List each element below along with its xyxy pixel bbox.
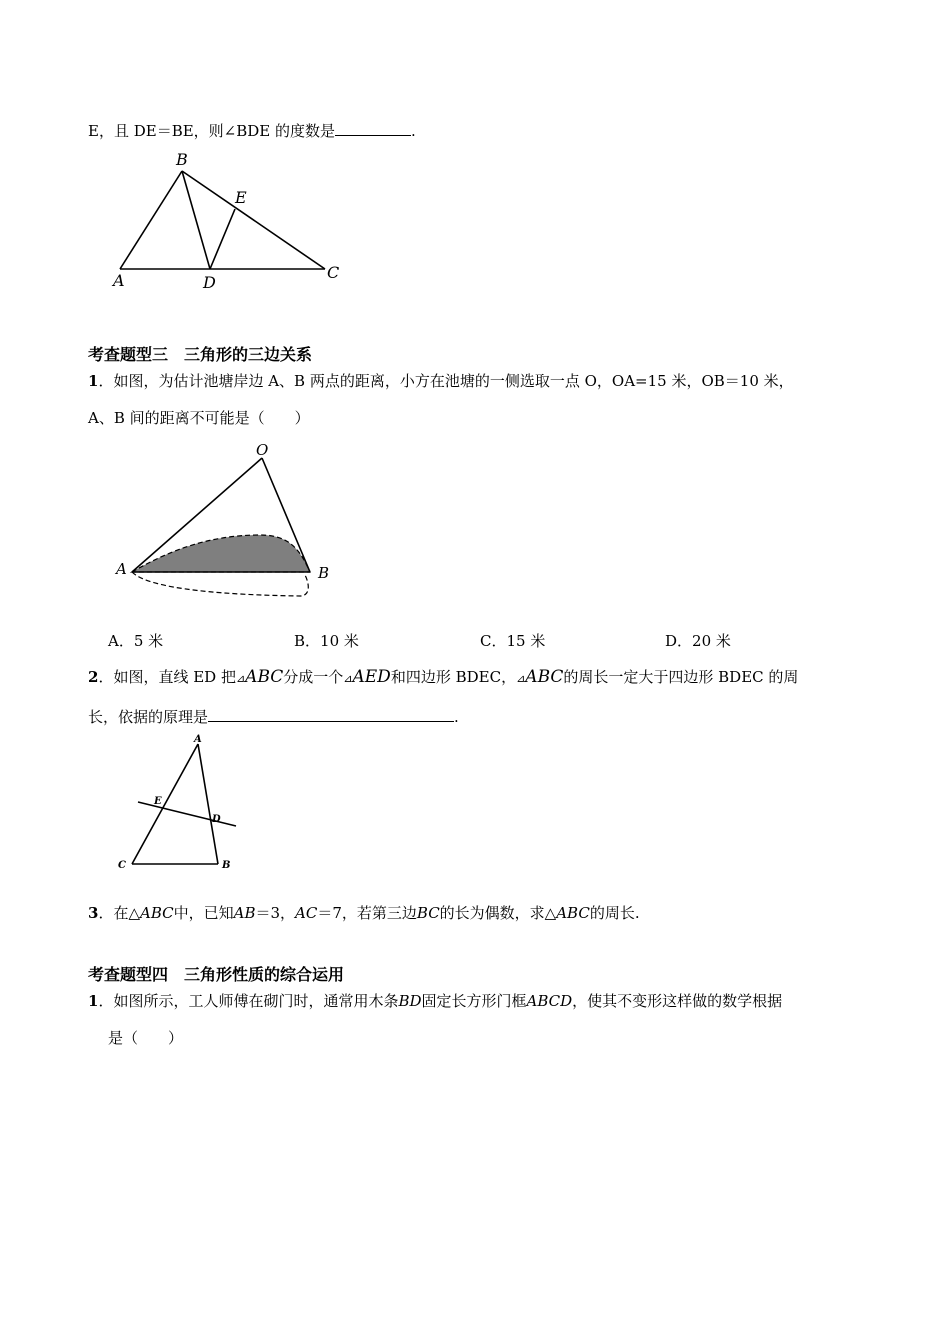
pond-lower-bank xyxy=(132,572,308,596)
label-c-t: C xyxy=(118,860,126,871)
label-d: D xyxy=(203,273,216,292)
label-a-t: A xyxy=(194,734,202,745)
label-o: O xyxy=(256,441,269,459)
q3-ac: AC xyxy=(295,904,318,922)
s3-q2-abc-2: ABC xyxy=(525,667,564,687)
q3-bc: BC xyxy=(416,904,440,922)
s3-q2-text-b: 分成一个 xyxy=(283,668,344,686)
s4-q1-abcd: ABCD xyxy=(526,992,573,1010)
figure-triangle-bde xyxy=(105,148,355,293)
seg-ac xyxy=(132,744,198,864)
q3-text-5: 的长为偶数，求△ xyxy=(439,904,557,922)
top-text-line xyxy=(88,120,416,141)
s4-q1-bd: BD xyxy=(398,992,422,1010)
s4-q1-text-1: ．如图所示，工人师傅在砌门时，通常用木条 xyxy=(98,992,399,1010)
pond-shape xyxy=(132,535,310,572)
option-d[interactable]: D．20 米 xyxy=(665,632,731,650)
seg-de xyxy=(210,209,235,269)
figure-pond xyxy=(110,440,340,610)
s3-q1-text-1: ．如图，为估计池塘岸边 A、B 两点的距离，小方在池塘的一侧选取一点 O，OA=15 米，OB＝10 米， xyxy=(98,372,794,390)
seg-ed-line xyxy=(138,802,236,826)
option-b[interactable]: B．10 米 xyxy=(294,632,359,650)
label-b: B xyxy=(176,150,188,169)
q3-text-6: 的周长. xyxy=(589,904,640,922)
answer-blank xyxy=(208,707,454,722)
label-b-t: B xyxy=(222,860,231,871)
q3-ab: AB xyxy=(233,904,256,922)
option-a[interactable]: A．5 米 xyxy=(108,632,164,650)
seg-bc xyxy=(182,171,325,269)
s3-q2-text-c: 和四边形 BDEC， xyxy=(390,668,517,686)
s4-q1-line1 xyxy=(88,990,782,1011)
s3-q2-number: 2 xyxy=(88,668,99,686)
s3-q2-abc: ABC xyxy=(245,667,284,687)
seg-ab xyxy=(120,171,182,269)
q3-text-2: 中，已知 xyxy=(173,904,234,922)
seg-bd xyxy=(182,171,210,269)
s3-q2-text-2: 长，依据的原理是 xyxy=(88,708,209,726)
s3-q3 xyxy=(88,902,640,923)
q3-abc-2: ABC xyxy=(556,904,590,922)
s4-q1-text-2: 固定长方形门框 xyxy=(421,992,527,1010)
triangle-symbol: ⊿ xyxy=(235,672,246,685)
label-c: C xyxy=(327,263,340,282)
label-d-t: D xyxy=(212,814,221,825)
s3-q2-line2 xyxy=(88,706,459,727)
q3-text-3: ＝3， xyxy=(255,904,296,922)
triangle-symbol: ⊿ xyxy=(516,672,526,685)
top-end: . xyxy=(411,122,416,140)
seg-ab xyxy=(198,744,218,864)
q3-text-4: ＝7，若第三边 xyxy=(317,904,417,922)
label-a-pond: A xyxy=(116,560,127,578)
triangle-symbol: ⊿ xyxy=(343,672,353,685)
label-e-t: E xyxy=(154,796,162,807)
section-3-title: 考查题型三 三角形的三边关系 xyxy=(88,345,313,364)
s3-q3-number: 3 xyxy=(88,904,99,922)
label-a: A xyxy=(113,271,125,290)
top-question-text: E，且 DE＝BE，则∠BDE 的度数是 xyxy=(88,122,336,140)
label-b-pond: B xyxy=(318,564,330,582)
option-c[interactable]: C．15 米 xyxy=(480,632,546,650)
s4-q1-text-3: ，使其不变形这样做的数学根据 xyxy=(572,992,783,1010)
q3-text-1: ．在△ xyxy=(98,904,140,922)
s4-q1-number: 1 xyxy=(88,992,99,1010)
s3-q2-text-a: ．如图，直线 ED 把 xyxy=(98,668,236,686)
q3-abc: ABC xyxy=(139,904,174,922)
label-e: E xyxy=(235,188,247,207)
section-4-title: 考查题型四 三角形性质的综合运用 xyxy=(88,965,345,984)
figure-triangle-ed xyxy=(112,730,252,875)
s3-q1-number: 1 xyxy=(88,372,99,390)
s3-q2-text-d: 的周长一定大于四边形 BDEC 的周 xyxy=(563,668,799,686)
s3-q2-end: . xyxy=(454,708,459,726)
s4-q1-line2: 是（ ） xyxy=(108,1029,184,1047)
s3-q2-aed: AED xyxy=(352,667,391,687)
s3-q1-line1 xyxy=(88,370,794,391)
s3-q2-line1 xyxy=(88,666,798,687)
s3-q1-line2: A、B 间的距离不可能是（ ） xyxy=(88,409,310,427)
answer-blank xyxy=(335,121,411,136)
